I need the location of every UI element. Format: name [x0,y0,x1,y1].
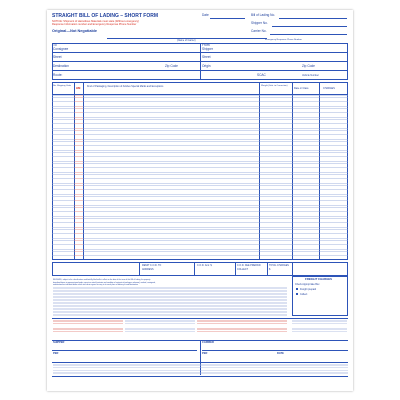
route-label: Route: [53,73,63,77]
bottom-fine-print [53,364,348,374]
form-title: STRAIGHT BILL OF LADING – SHORT FORM [52,13,159,19]
carrier-signature-label: CARRIER [202,341,214,344]
legal-fine-print [53,287,287,317]
origin-label: Origin [202,64,211,68]
shipper-no-field[interactable] [272,26,347,27]
cod-fee-label: C.O.D. FEE PREPAID COLLECT [237,264,261,271]
date-label: Date [202,13,209,17]
bill-no-label: Bill of Lading No. [251,13,276,17]
freight-charges-label: FREIGHT CHARGES [305,277,333,281]
table-row-lines-hm[interactable] [74,95,83,259]
table-row-lines[interactable] [52,95,74,259]
freight-prepaid-label: Freight prepaid [300,288,317,291]
hazmat-notice-line-1: NOTICE: Shipment of Hazardous Materials must state (Without emergency) [52,20,140,23]
carrier-signature-line[interactable] [202,350,348,351]
shipper-label: Shipper [202,46,213,51]
col-rate: Rate or Class [294,87,309,90]
hazmat-cert-text-left [53,320,123,336]
shipper-signature-line[interactable] [52,350,197,351]
collect-checkbox[interactable] [296,293,298,295]
legal-line-1: RECEIVED, subject to the classifications and lawfully filed tariffs in effect on the date of the issue of this Bill of Lading, the property [53,279,151,281]
emergency-phone-label: Emergency Response Phone Number [265,38,302,41]
shipper-street-label: Street [202,55,211,59]
remit-cod-label: REMIT C.O.D. TO ADDRESS [142,264,162,271]
check-box-label: Check Appropriate Box [295,283,320,286]
shipper-no-label: Shipper No. [251,21,268,25]
table-row-lines-weight[interactable] [259,95,348,259]
bill-of-lading-form [47,10,353,391]
scac-label: SCAC [257,73,266,77]
original-not-negotiable-label: Original—Not Negotiable [52,29,97,33]
shipper-zip-label: Zip Code [302,64,315,68]
carrier-no-label: Carrier No. [251,29,267,33]
certification-text-middle [125,320,195,336]
carrier-date-label: DATE [277,352,284,355]
carrier-no-field[interactable] [270,34,347,35]
collect-label: Collect [300,293,308,296]
from-label: From: [202,42,211,47]
date-field[interactable] [210,18,245,19]
consignee-street-label: Street [53,55,62,59]
col-weight: Weight (Sub. to Correction) [261,85,288,87]
legal-line-2: described above in apparent good order, except as noted (contents and condition of contents of packages unknown), marked, consigned, [53,281,156,284]
shipper-per-label: PER [53,352,59,355]
cod-amt-label: C.O.D. Amt: $ [197,264,212,267]
bill-no-field[interactable] [279,18,347,19]
consignee-zip-label: Zip Code [165,64,178,68]
col-hm: HM [76,86,81,90]
freight-prepaid-checkbox[interactable] [296,288,298,290]
total-charges-label: TOTAL CHARGES $ [269,264,289,271]
to-label: To: [53,42,58,47]
consignee-label: Consignee [53,46,69,51]
shipper-signature-label: SHIPPER [53,341,65,344]
vehicle-number-label: Vehicle Number [302,74,319,77]
table-row-lines-description[interactable] [83,95,259,259]
col-charges: CHARGES [323,87,335,90]
legal-line-3: and destined as indicated above which said carrier agrees to carry to its usual place of delivery at said destination. [53,284,139,286]
carrier-per-label: PER [202,352,208,355]
certification-text-right [292,320,347,336]
destination-label: Destination [53,64,69,68]
col-shipping-units: No. Shipping Units [53,85,72,87]
col-kind-of-packaging: Kind of Packaging, Description of Articles Special Marks and Exceptions [87,85,164,88]
hazmat-notice-line-2: Response Information number and Emergency Response Phone Number [52,23,137,26]
carrier-caption: (Name of Carrier) [177,38,196,42]
hazmat-cert-text-right [197,320,287,336]
